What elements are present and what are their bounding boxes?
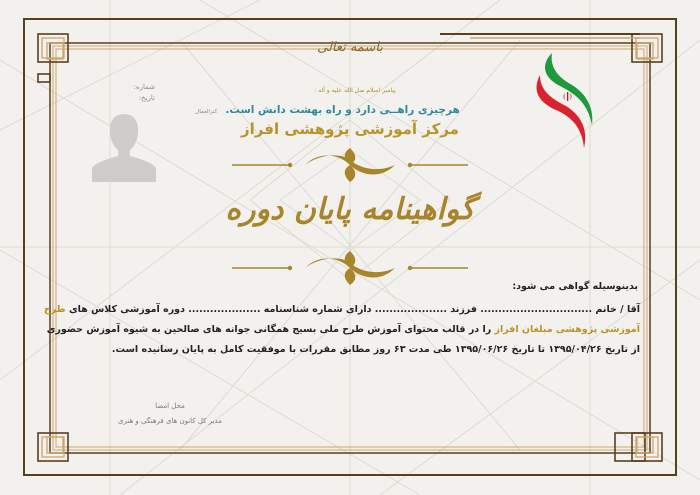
program-name: آموزشی پژوهشی مبلغان افراز xyxy=(494,324,640,335)
title-ornament-top xyxy=(232,148,468,182)
hadith-quote xyxy=(195,98,460,117)
certificate-line-1 xyxy=(44,304,640,315)
hadith-attribution: پیامبر اسلام صل الله علیه و آله : xyxy=(314,87,396,94)
hadith-text: هرچیزی راهــی دارد و راه بهشت دانش است. xyxy=(225,104,460,116)
line1-text: آقا / خانم ............................... فرزند .................... دارای شماره شناسنامه .................... دوره آموزشی کلاس های xyxy=(65,304,640,315)
number-label: شماره: xyxy=(133,83,155,91)
person-silhouette-icon xyxy=(86,110,162,182)
line2-text: را در قالب محتوای آموزش طرح ملی بسیج همگانی جوانه های صالحین به شیوه آموزش حضوری xyxy=(46,324,495,335)
meta-info xyxy=(95,82,155,104)
title-ornament-bottom xyxy=(232,251,468,285)
date-label: تاریخ: xyxy=(138,94,155,102)
signer-title: مدیر کل کانون های فرهنگی و هنری xyxy=(118,417,222,425)
signature-place: محل امضا xyxy=(155,402,185,410)
basmala-heading: باسمه تعالی xyxy=(317,40,383,55)
certificate-intro: بدینوسیله گواهی می شود: xyxy=(512,281,638,292)
hadith-source: کنزالعمال xyxy=(195,109,218,115)
line1-highlight: طرح xyxy=(43,304,66,315)
certificate-line-3: از تاریخ ۱۳۹۵/۰۴/۲۶ تا تاریخ ۱۳۹۵/۰۶/۲۶ طی مدت ۶۳ روز مطابق مقررات با موفقیت کامل به پایان رسانیده است. xyxy=(111,344,640,355)
organization-name: مرکز آموزشی پژوهشی افراز xyxy=(241,120,459,138)
iran-flag-ribbon-icon xyxy=(530,50,600,150)
certificate-line-2 xyxy=(47,324,640,335)
certificate-title: گواهینامه پایان دوره xyxy=(225,192,475,227)
